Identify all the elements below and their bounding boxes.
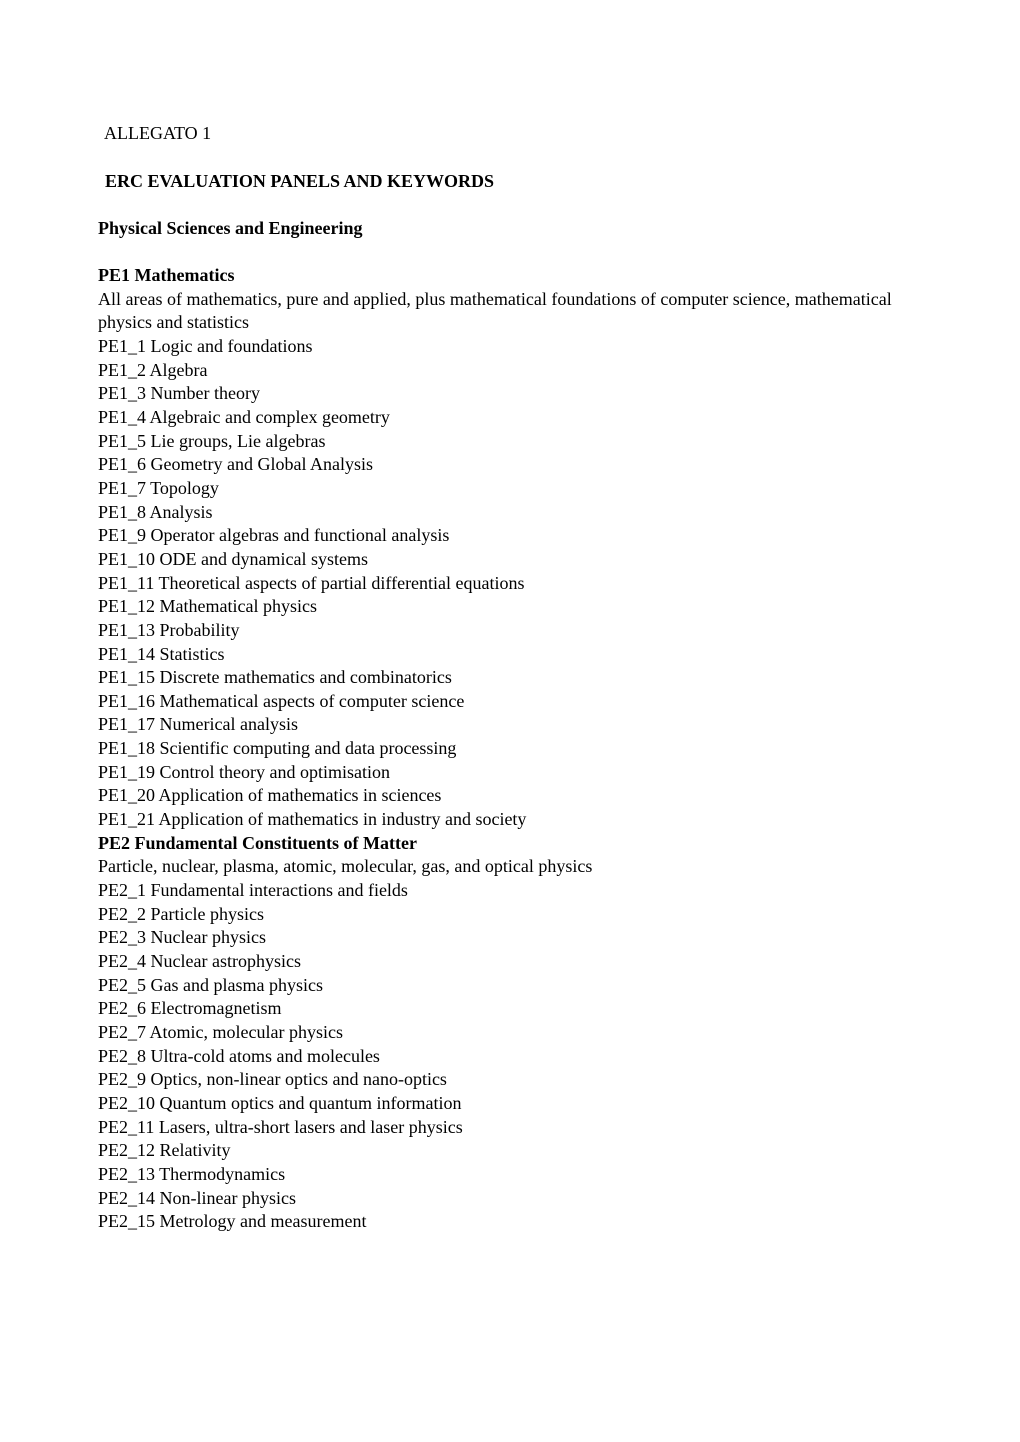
- keyword-item: PE1_15 Discrete mathematics and combinatorics: [98, 667, 452, 688]
- keyword-item: PE2_6 Electromagnetism: [98, 998, 282, 1019]
- keyword-item: PE2_3 Nuclear physics: [98, 927, 266, 948]
- keyword-item: PE1_6 Geometry and Global Analysis: [98, 454, 373, 475]
- panel-description-pe1: All areas of mathematics, pure and applied, plus mathematical foundations of computer science, mathematical physics and statistics: [98, 288, 892, 333]
- keyword-item: PE2_4 Nuclear astrophysics: [98, 951, 301, 972]
- keyword-item: PE1_11 Theoretical aspects of partial differential equations: [98, 572, 525, 593]
- keyword-item: PE1_17 Numerical analysis: [98, 714, 298, 735]
- keyword-item: PE2_12 Relativity: [98, 1140, 231, 1161]
- keyword-item: PE1_18 Scientific computing and data processing: [98, 738, 457, 759]
- keyword-item: PE2_11 Lasers, ultra-short lasers and laser physics: [98, 1116, 463, 1137]
- keyword-item: PE1_20 Application of mathematics in sciences: [98, 785, 442, 806]
- keyword-item: PE1_8 Analysis: [98, 501, 213, 522]
- keyword-item: PE2_2 Particle physics: [98, 903, 264, 924]
- keyword-item: PE1_2 Algebra: [98, 359, 208, 380]
- keyword-item: PE1_19 Control theory and optimisation: [98, 761, 390, 782]
- keyword-item: PE2_5 Gas and plasma physics: [98, 974, 323, 995]
- keyword-item: PE2_9 Optics, non-linear optics and nano-optics: [98, 1069, 447, 1090]
- keyword-item: PE1_9 Operator algebras and functional analysis: [98, 525, 450, 546]
- panel-list: [98, 264, 938, 1234]
- keyword-item: PE1_21 Application of mathematics in industry and society: [98, 809, 527, 830]
- keyword-item: PE1_7 Topology: [98, 477, 219, 498]
- keyword-item: PE1_4 Algebraic and complex geometry: [98, 406, 390, 427]
- keyword-item: PE1_5 Lie groups, Lie algebras: [98, 430, 326, 451]
- keyword-item: PE1_1 Logic and foundations: [98, 335, 313, 356]
- keyword-item: PE1_3 Number theory: [98, 383, 260, 404]
- panel-description-pe2: Particle, nuclear, plasma, atomic, molecular, gas, and optical physics: [98, 856, 593, 877]
- panel-title-pe2: PE2 Fundamental Constituents of Matter: [98, 832, 417, 853]
- keyword-item: PE2_8 Ultra-cold atoms and molecules: [98, 1045, 380, 1066]
- keyword-item: PE2_13 Thermodynamics: [98, 1163, 286, 1184]
- keyword-item: PE2_10 Quantum optics and quantum information: [98, 1092, 462, 1113]
- keyword-item: PE1_16 Mathematical aspects of computer science: [98, 690, 465, 711]
- keyword-item: PE1_12 Mathematical physics: [98, 596, 317, 617]
- domain-heading: Physical Sciences and Engineering: [98, 218, 363, 238]
- keyword-item: PE2_15 Metrology and measurement: [98, 1211, 367, 1232]
- keyword-item: PE2_1 Fundamental interactions and fields: [98, 880, 408, 901]
- keyword-item: PE2_14 Non-linear physics: [98, 1187, 296, 1208]
- annex-label: ALLEGATO 1: [104, 123, 212, 143]
- keyword-item: PE1_13 Probability: [98, 619, 240, 640]
- document-title: ERC EVALUATION PANELS AND KEYWORDS: [105, 171, 495, 191]
- keyword-item: PE1_10 ODE and dynamical systems: [98, 548, 368, 569]
- keyword-item: PE1_14 Statistics: [98, 643, 225, 664]
- keyword-item: PE2_7 Atomic, molecular physics: [98, 1022, 343, 1042]
- panel-title-pe1: PE1 Mathematics: [98, 265, 235, 285]
